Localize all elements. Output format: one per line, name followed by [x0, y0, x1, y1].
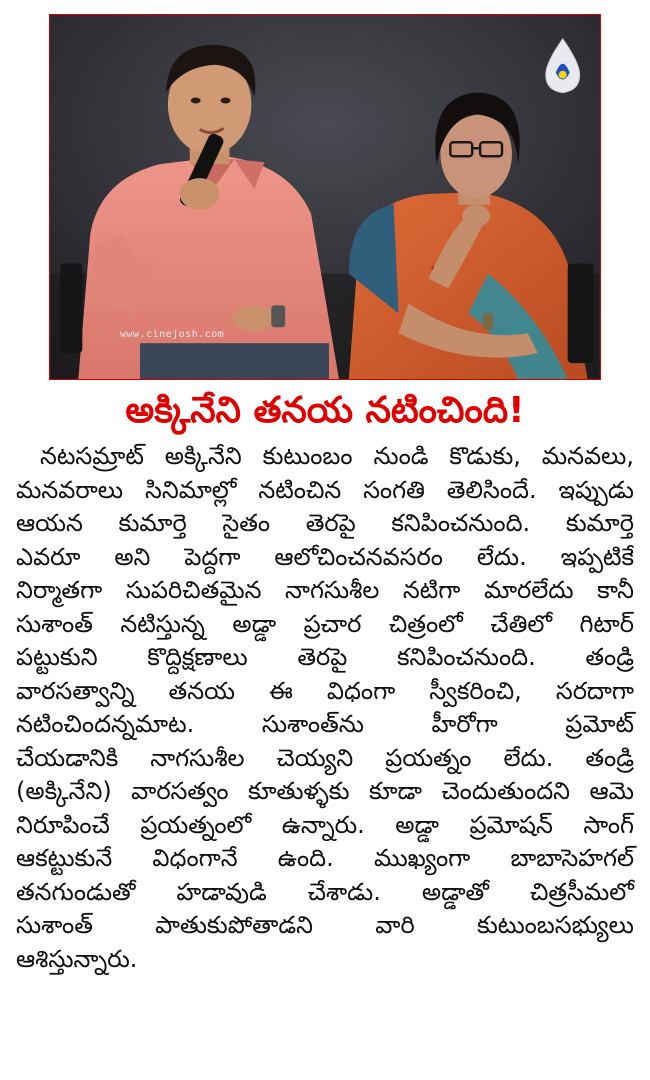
- article-line: ఆకట్టుకునే విధంగానే ఉంది. ముఖ్యంగా బాబాసెహగల్: [16, 844, 634, 872]
- article-line: ఆశిస్తున్నారు.: [16, 944, 138, 973]
- article-line: నటించిందన్నమాట. సుశాంత్‌ను హీరోగా ప్రమోట్: [16, 710, 634, 738]
- article-line: సుశాంత్ నటిస్తున్న అడ్డా ప్రచార చిత్రంలో చేతిలో గిటార్: [16, 609, 634, 638]
- article-line: (అక్కినేని) వారసత్వం కూతుళ్ళకు కూడా చెందుతుందని ఆమె: [16, 777, 634, 805]
- article-headline: అక్కినేని తనయ నటించింది!: [125, 390, 525, 431]
- article-line: పట్టుకుని కొద్దిక్షణాలు తెరపై కనిపించనుంది. తండ్రి: [16, 643, 634, 671]
- article-line: తనగుండుతో హడావుడి చేశాడు. అడ్డాతో చిత్రసీమలో: [16, 877, 634, 906]
- article-line: ఆయన కుమార్తె సైతం తెరపై కనిపించనుంది. కుమార్తె: [16, 509, 634, 537]
- article-line: సుశాంత్ పాతుకుపోతాడని వారి కుటుంబసభ్యులు: [16, 911, 634, 939]
- article-line: వారసత్వాన్ని తనయ ఈ విధంగా స్వీకరించి, సరదాగా: [16, 676, 634, 705]
- press-meet-photo-illustration: [50, 15, 600, 379]
- article-body: [16, 440, 634, 976]
- article-line: నిర్మాతగా సుపరిచితమైన నాగసుశీల నటిగా మారలేదు కానీ: [16, 576, 634, 604]
- article-photo: [49, 14, 601, 380]
- article-line: చేయడానికి నాగసుశీల చెయ్యని ప్రయత్నం లేదు. తండ్రి: [16, 743, 634, 772]
- article-line: ఎవరూ అని పెద్దగా ఆలోచించనవసరం లేదు. ఇప్పటికే: [16, 542, 634, 571]
- article-line: నిరూపించే ప్రయత్నంలో ఉన్నారు. అడ్డా ప్రమోషన్ సాంగ్: [16, 810, 634, 839]
- article-line: మనవరాలు సినిమాల్లో నటించిన సంగతి తెలిసిందే. ఇప్పుడు: [16, 475, 634, 504]
- photo-watermark: www.cinejosh.com: [120, 329, 225, 340]
- article-line: నటసమ్రాట్ అక్కినేని కుటుంబం నుండి కొడుకు, మనవలు,: [40, 442, 634, 470]
